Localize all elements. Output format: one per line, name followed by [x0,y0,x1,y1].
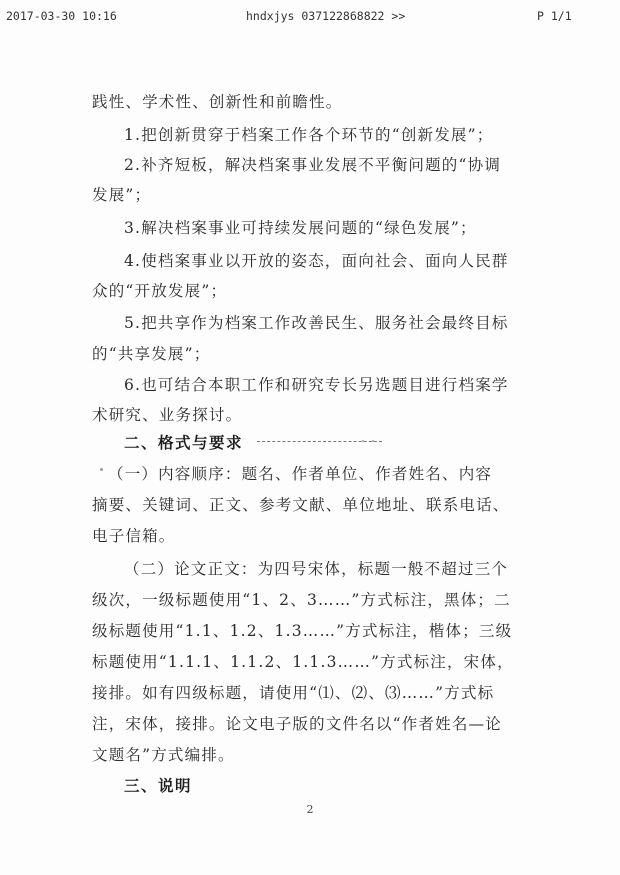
paper-body-line-5: 接排。如有四级标题，请使用“⑴、⑵、⑶……”方式标 [92,684,495,702]
paper-body-line-3: 级标题使用“1.1、1.2、1.3……”方式标注，楷体；三级 [92,622,513,640]
list-item-2: 2.补齐短板，解决档案事业发展不平衡问题的“协调 [124,156,502,174]
list-item-5: 5.把共享作为档案工作改善民生、服务社会最终目标 [124,314,509,332]
subsection-paper-body: （二）论文正文：为四号宋体，标题一般不超过三个 [124,560,509,578]
list-item-5-cont: 的“共享发展”； [92,345,211,363]
list-item-1: 1.把创新贯穿于档案工作各个环节的“创新发展”； [124,126,494,144]
paper-body-line-2: 级次，一级标题使用“1、2、3……”方式标注，黑体；二 [92,591,511,609]
fax-header [0,9,620,27]
scan-speck [362,440,364,442]
scan-speck [372,440,374,442]
list-item-3: 3.解决档案事业可持续发展问题的“绿色发展”； [124,219,477,237]
list-item-4-cont: 众的“开放发展”； [92,282,228,300]
paper-body-line-6: 注，宋体，接排。论文电子版的文件名以“作者姓名—论 [92,715,502,733]
fax-sender-id: hndxjys 037122868822 >> [246,9,406,23]
paper-body-line-4: 标题使用“1.1.1、1.1.2、1.1.3……”方式标注，宋体， [92,653,514,671]
paper-body-line-7: 文题名”方式编排。 [92,746,235,764]
body-line-1: 践性、学术性、创新性和前瞻性。 [92,93,343,111]
subsection-content-order-cont-1: 摘要、关键词、正文、参考文献、单位地址、联系电话、 [92,496,510,514]
section-heading-format: 二、格式与要求 [124,434,244,452]
list-item-6: 6.也可结合本职工作和研究专长另选题目进行档案学 [124,376,509,394]
page-number: 2 [306,803,314,816]
subsection-content-order-cont-2: 电子信箱。 [92,527,176,545]
fax-page-indicator: P 1/1 [537,9,572,23]
scan-speck [100,468,103,471]
section-heading-notes: 三、说明 [124,777,193,795]
list-item-6-cont: 术研究、业务探讨。 [92,406,243,424]
subsection-content-order: （一）内容顺序：题名、作者单位、作者姓名、内容 [108,465,493,483]
list-item-4: 4.使档案事业以开放的姿态，面向社会、面向人民群 [124,252,509,270]
list-item-2-cont: 发展”； [92,186,152,204]
fax-datetime: 2017-03-30 10:16 [6,9,117,23]
